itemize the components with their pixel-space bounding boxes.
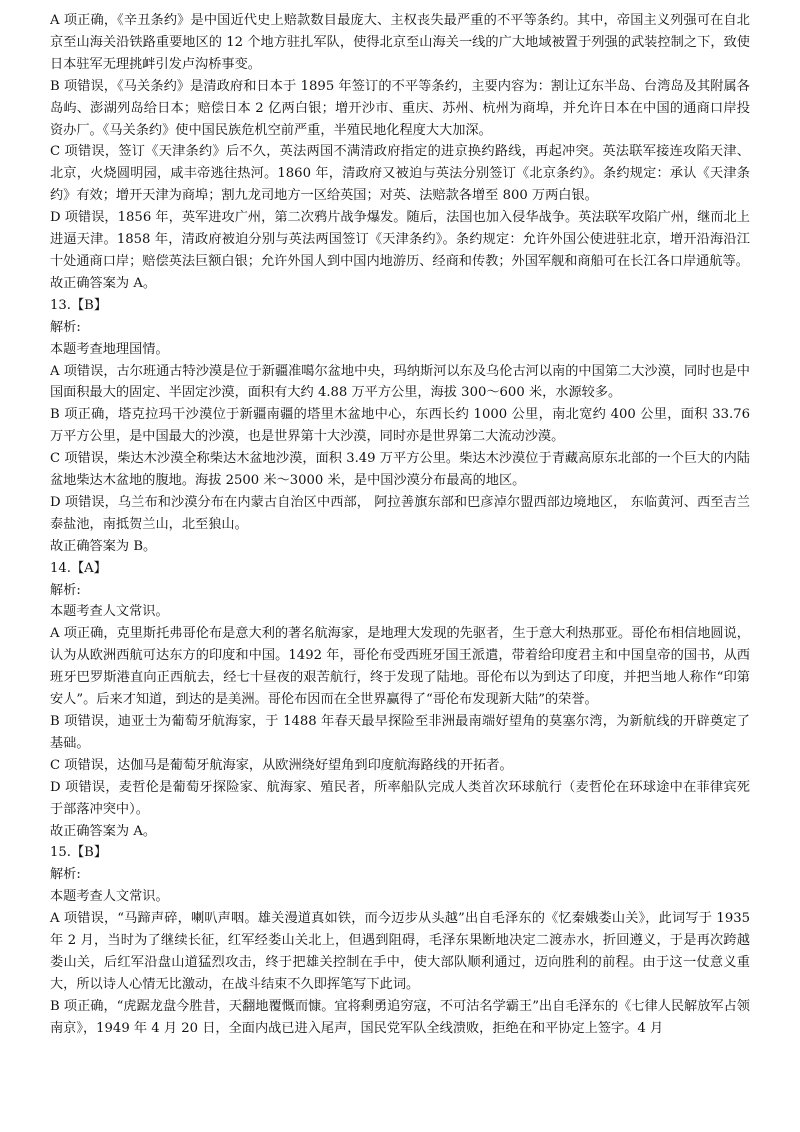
question-13-heading: 13.【B】 — [50, 297, 108, 313]
analysis-label-q15: 解析: — [50, 867, 81, 883]
topic-line-q15: 本题考查人文常识。 — [50, 889, 169, 905]
q13-option-c-paragraph: C 项错误，柴达木沙漠全称柴达木盆地沙漠，面积 3.49 万平方公里。柴达木沙漠位于青藏高原东北部的一个巨大的内陆盆地柴达木盆地的腹地。海拔 2500 米～3000 米，是中国沙漠分布最高的地区。 — [50, 451, 750, 489]
option-d-tianjin-treaty-paragraph: D 项错误，1856 年，英军进攻广州，第二次鸦片战争爆发。随后，法国也加入侵华战争。英法联军攻陷广州，继而北上进逼天津。1858 年，清政府被迫分别与英法两国签订《天津条约》。条约规定：允许外国公使进驻北京，增开沿海沿江十处通商口岸；赔偿英法巨额白银；允许外国人到中国内地游历、经商和传教；外国军舰和商船可在长江各口岸通航等。 — [50, 210, 750, 269]
topic-line-q13: 本题考查地理国情。 — [50, 341, 169, 357]
option-c-beijing-treaty-paragraph: C 项错误，签订《天津条约》后不久，英法两国不满清政府指定的进京换约路线，再起冲突。英法联军接连攻陷天津、北京，火烧圆明园，咸丰帝逃往热河。1860 年，清政府又被迫与英法分别签订《北京条约》。条约规定：承认《天津条约》有效；增开天津为商埠；割九龙司地方一区给英国；对英、法赔款各增至 800 万两白银。 — [50, 144, 750, 204]
question-14-heading: 14.【A】 — [50, 560, 107, 576]
option-a-xinchou-paragraph: A 项正确，《辛丑条约》是中国近代史上赔款数目最庞大、主权丧失最严重的不平等条约。其中，帝国主义列强可在自北京至山海关沿铁路重要地区的 12 个地方驻扎军队，使得北京至山海关一线的广大地域被置于列强的武装控制之下，致使日本驻军无理挑衅引发卢沟桥事变。 — [50, 13, 750, 72]
q14-option-b-paragraph: B 项错误，迪亚士为葡萄牙航海家，于 1488 年春天最早探险至非洲最南端好望角的莫塞尔湾，为新航线的开辟奠定了基础。 — [50, 714, 750, 751]
answer-line-q14: 故正确答案为 A。 — [50, 823, 157, 839]
answer-line-q13: 故正确答案为 B。 — [50, 538, 157, 554]
q15-option-b-paragraph: B 项正确，“虎踞龙盘今胜昔，天翻地覆慨而慷。宜将剩勇追穷寇，不可沽名学霸王”出自毛泽东的《七律人民解放军占领南京》，1949 年 4 月 20 日，全面内战已进入尾声，国民党军队全线溃败，拒绝在和平协定上签字。4 月 — [50, 998, 750, 1036]
analysis-label-q13: 解析: — [50, 319, 81, 335]
option-b-maguan-paragraph: B 项错误，《马关条约》是清政府和日本于 1895 年签订的不平等条约，主要内容为：割让辽东半岛、台湾岛及其附属各岛屿、澎湖列岛给日本；赔偿日本 2 亿两白银；增开沙市、重庆、苏州、杭州为商埠，并允许日本在中国的通商口岸投资办厂。《马关条约》使中国民族危机空前严重，半殖民地化程度大大加深。 — [50, 78, 750, 138]
q13-option-b-paragraph: B 项正确，塔克拉玛干沙漠位于新疆南疆的塔里木盆地中心，东西长约 1000 公里，南北宽约 400 公里，面积 33.76 万平方公里，是中国最大的沙漠，也是世界第十大沙漠，同时亦是世界第二大流动沙漠。 — [50, 407, 750, 445]
topic-line-q14: 本题考查人文常识。 — [50, 604, 169, 620]
answer-line-q12: 故正确答案为 A。 — [50, 275, 157, 291]
q14-option-d-paragraph: D 项错误，麦哲伦是葡萄牙探险家、航海家、殖民者，所率船队完成人类首次环球航行（麦哲伦在环球途中在菲律宾死于部落冲突中）。 — [50, 779, 750, 817]
question-15-heading: 15.【B】 — [50, 845, 108, 861]
analysis-label-q14: 解析: — [50, 582, 81, 598]
q13-option-d-paragraph: D 项错误，乌兰布和沙漠分布在内蒙古自治区中西部， 阿拉善旗东部和巴彦淖尔盟西部边境地区， 东临黄河、西至吉兰泰盐池，南抵贺兰山，北至狼山。 — [50, 494, 750, 532]
q14-option-c-paragraph: C 项错误，达伽马是葡萄牙航海家，从欧洲绕好望角到印度航海路线的开拓者。 — [50, 757, 513, 773]
q14-option-a-paragraph: A 项正确，克里斯托弗哥伦布是意大利的著名航海家，是地理大发现的先驱者，生于意大利热那亚。哥伦布相信地圆说，认为从欧洲西航可达东方的印度和中国。1492 年，哥伦布受西班牙国王派遣，带着给印度君主和中国皇帝的国书，从西班牙巴罗斯港直向正西航去，经七十昼夜的艰苦航行，终于发现了陆地。哥伦布以为到达了印度，并把当地人称作“印第安人”。后来才知道，到达的是美洲。哥伦布因而在全世界赢得了“哥伦布发现新大陆”的荣誉。 — [50, 626, 750, 708]
q13-option-a-paragraph: A 项错误，古尔班通古特沙漠是位于新疆准噶尔盆地中央，玛纳斯河以东及乌伦古河以南的中国第二大沙漠，同时也是中国面积最大的固定、半固定沙漠，面积有大约 4.88 万平方公里，海拔 300～600 米，水源较多。 — [50, 363, 750, 401]
q15-option-a-paragraph: A 项错误，“马蹄声碎，喇叭声咽。雄关漫道真如铁，而今迈步从头越”出自毛泽东的《忆秦娥娄山关》，此词写于 1935 年 2 月，当时为了继续长征，红军经娄山关北上，但遇到阻碍，毛泽东果断地决定二渡赤水，折回遵义，于是再次跨越娄山关，后红军沿盘山道猛烈攻击，终于把雄关控制在手中，使大部队顺利通过，迈向胜利的前程。由于这一仗意义重大，所以诗人心情无比激动，在战斗结束不久即挥笔写下此词。 — [50, 911, 750, 992]
